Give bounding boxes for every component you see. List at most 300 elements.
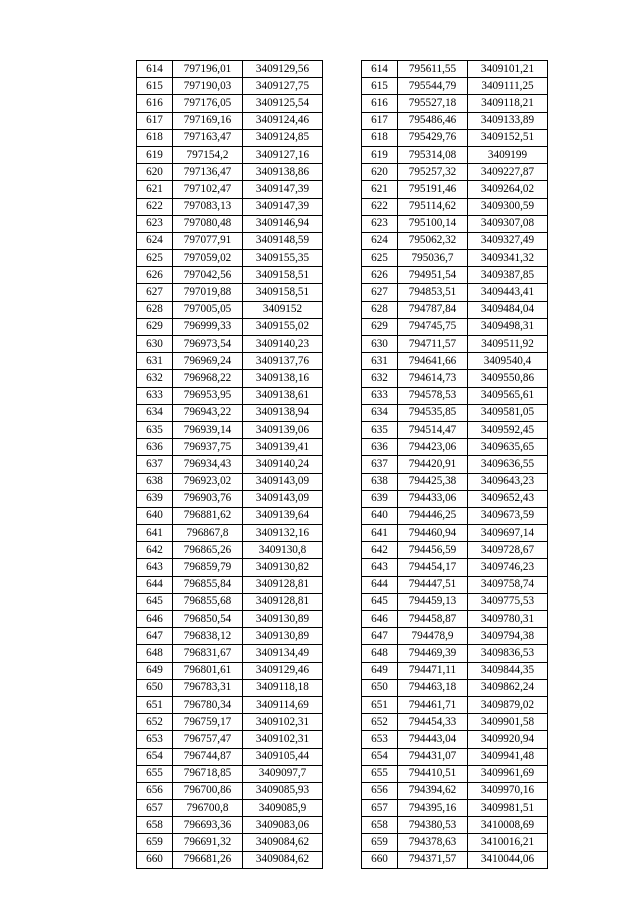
y-coordinate-cell: 3409780,31	[468, 611, 548, 628]
y-coordinate-cell: 3409130,82	[243, 559, 323, 576]
x-coordinate-cell: 797196,01	[173, 61, 243, 78]
table-row	[362, 748, 548, 765]
point-number-cell: 634	[137, 404, 173, 421]
point-number-cell: 646	[362, 611, 398, 628]
x-coordinate-cell: 796859,79	[173, 559, 243, 576]
point-number-cell: 623	[137, 215, 173, 232]
table-row	[137, 628, 323, 645]
x-coordinate-cell: 794578,53	[398, 387, 468, 404]
point-number-cell: 650	[137, 679, 173, 696]
x-coordinate-cell: 794514,47	[398, 421, 468, 438]
table-row	[137, 765, 323, 782]
coordinates-table-left	[136, 60, 323, 869]
table-row	[362, 696, 548, 713]
table-row	[137, 198, 323, 215]
point-number-cell: 637	[362, 456, 398, 473]
y-coordinate-cell: 3409084,62	[243, 851, 323, 868]
y-coordinate-cell: 3409844,35	[468, 662, 548, 679]
x-coordinate-cell: 796757,47	[173, 731, 243, 748]
x-coordinate-cell: 796937,75	[173, 439, 243, 456]
point-number-cell: 632	[137, 370, 173, 387]
point-number-cell: 622	[137, 198, 173, 215]
point-number-cell: 648	[137, 645, 173, 662]
point-number-cell: 628	[137, 301, 173, 318]
point-number-cell: 650	[362, 679, 398, 696]
point-number-cell: 624	[362, 232, 398, 249]
x-coordinate-cell: 794641,66	[398, 353, 468, 370]
point-number-cell: 652	[137, 714, 173, 731]
point-number-cell: 641	[362, 525, 398, 542]
point-number-cell: 629	[362, 318, 398, 335]
point-number-cell: 618	[137, 129, 173, 146]
point-number-cell: 657	[137, 800, 173, 817]
point-number-cell: 642	[362, 542, 398, 559]
y-coordinate-cell: 3409138,61	[243, 387, 323, 404]
x-coordinate-cell: 797042,56	[173, 267, 243, 284]
x-coordinate-cell: 794461,71	[398, 696, 468, 713]
y-coordinate-cell: 3409152,51	[468, 129, 548, 146]
x-coordinate-cell: 794443,04	[398, 731, 468, 748]
point-number-cell: 645	[362, 593, 398, 610]
point-number-cell: 655	[137, 765, 173, 782]
y-coordinate-cell: 3409498,31	[468, 318, 548, 335]
y-coordinate-cell: 3409152	[243, 301, 323, 318]
y-coordinate-cell: 3409130,8	[243, 542, 323, 559]
table-row	[362, 679, 548, 696]
x-coordinate-cell: 796923,02	[173, 473, 243, 490]
x-coordinate-cell: 794410,51	[398, 765, 468, 782]
point-number-cell: 621	[137, 181, 173, 198]
table-row	[137, 284, 323, 301]
point-number-cell: 648	[362, 645, 398, 662]
table-row	[362, 301, 548, 318]
y-coordinate-cell: 3409758,74	[468, 576, 548, 593]
y-coordinate-cell: 3409327,49	[468, 232, 548, 249]
table-row	[362, 370, 548, 387]
point-number-cell: 615	[362, 78, 398, 95]
table-row	[362, 473, 548, 490]
x-coordinate-cell: 797163,47	[173, 129, 243, 146]
point-number-cell: 618	[362, 129, 398, 146]
y-coordinate-cell: 3409264,02	[468, 181, 548, 198]
table-row	[137, 834, 323, 851]
y-coordinate-cell: 3410008,69	[468, 817, 548, 834]
point-number-cell: 658	[137, 817, 173, 834]
point-number-cell: 654	[137, 748, 173, 765]
y-coordinate-cell: 3409155,02	[243, 318, 323, 335]
table-row	[362, 834, 548, 851]
table-row	[362, 800, 548, 817]
y-coordinate-cell: 3409129,46	[243, 662, 323, 679]
x-coordinate-cell: 794614,73	[398, 370, 468, 387]
table-row	[137, 439, 323, 456]
x-coordinate-cell: 795544,79	[398, 78, 468, 95]
x-coordinate-cell: 794423,06	[398, 439, 468, 456]
point-number-cell: 626	[137, 267, 173, 284]
point-number-cell: 647	[137, 628, 173, 645]
x-coordinate-cell: 795100,14	[398, 215, 468, 232]
y-coordinate-cell: 3409105,44	[243, 748, 323, 765]
x-coordinate-cell: 797019,88	[173, 284, 243, 301]
table-row	[362, 232, 548, 249]
x-coordinate-cell: 795314,08	[398, 146, 468, 163]
x-coordinate-cell: 796700,8	[173, 800, 243, 817]
x-coordinate-cell: 794478,9	[398, 628, 468, 645]
y-coordinate-cell: 3409118,21	[468, 95, 548, 112]
y-coordinate-cell: 3409941,48	[468, 748, 548, 765]
point-number-cell: 658	[362, 817, 398, 834]
y-coordinate-cell: 3409085,93	[243, 782, 323, 799]
x-coordinate-cell: 796700,86	[173, 782, 243, 799]
y-coordinate-cell: 3409139,41	[243, 439, 323, 456]
x-coordinate-cell: 795486,46	[398, 112, 468, 129]
point-number-cell: 614	[137, 61, 173, 78]
y-coordinate-cell: 3409118,18	[243, 679, 323, 696]
table-row	[362, 731, 548, 748]
point-number-cell: 630	[137, 336, 173, 353]
y-coordinate-cell: 3409158,51	[243, 267, 323, 284]
table-row	[137, 95, 323, 112]
x-coordinate-cell: 794446,25	[398, 507, 468, 524]
table-row	[362, 318, 548, 335]
table-row	[362, 78, 548, 95]
y-coordinate-cell: 3409138,94	[243, 404, 323, 421]
y-coordinate-cell: 3409128,81	[243, 576, 323, 593]
y-coordinate-cell: 3409970,16	[468, 782, 548, 799]
y-coordinate-cell: 3409138,16	[243, 370, 323, 387]
point-number-cell: 619	[362, 146, 398, 163]
x-coordinate-cell: 797136,47	[173, 164, 243, 181]
point-number-cell: 645	[137, 593, 173, 610]
point-number-cell: 638	[362, 473, 398, 490]
table-row	[362, 439, 548, 456]
point-number-cell: 653	[137, 731, 173, 748]
x-coordinate-cell: 794380,53	[398, 817, 468, 834]
point-number-cell: 638	[137, 473, 173, 490]
point-number-cell: 651	[362, 696, 398, 713]
x-coordinate-cell: 796718,85	[173, 765, 243, 782]
y-coordinate-cell: 3409981,51	[468, 800, 548, 817]
point-number-cell: 646	[137, 611, 173, 628]
x-coordinate-cell: 794447,51	[398, 576, 468, 593]
x-coordinate-cell: 794431,07	[398, 748, 468, 765]
point-number-cell: 623	[362, 215, 398, 232]
x-coordinate-cell: 797080,48	[173, 215, 243, 232]
y-coordinate-cell: 3409728,67	[468, 542, 548, 559]
x-coordinate-cell: 796973,54	[173, 336, 243, 353]
table-row	[362, 353, 548, 370]
x-coordinate-cell: 795429,76	[398, 129, 468, 146]
y-coordinate-cell: 3409147,39	[243, 198, 323, 215]
table-row	[137, 645, 323, 662]
table-row	[137, 800, 323, 817]
x-coordinate-cell: 794460,94	[398, 525, 468, 542]
y-coordinate-cell: 3409125,54	[243, 95, 323, 112]
point-number-cell: 635	[137, 421, 173, 438]
table-row	[362, 336, 548, 353]
y-coordinate-cell: 3409137,76	[243, 353, 323, 370]
table-row	[137, 232, 323, 249]
point-number-cell: 636	[137, 439, 173, 456]
point-number-cell: 619	[137, 146, 173, 163]
y-coordinate-cell: 3409155,35	[243, 250, 323, 267]
y-coordinate-cell: 3409127,16	[243, 146, 323, 163]
y-coordinate-cell: 3409484,04	[468, 301, 548, 318]
table-row	[137, 679, 323, 696]
x-coordinate-cell: 794469,39	[398, 645, 468, 662]
point-number-cell: 643	[362, 559, 398, 576]
y-coordinate-cell: 3409775,53	[468, 593, 548, 610]
y-coordinate-cell: 3409124,46	[243, 112, 323, 129]
table-row	[137, 78, 323, 95]
point-number-cell: 656	[137, 782, 173, 799]
table-row	[137, 696, 323, 713]
x-coordinate-cell: 796953,95	[173, 387, 243, 404]
y-coordinate-cell: 3409138,86	[243, 164, 323, 181]
y-coordinate-cell: 3409341,32	[468, 250, 548, 267]
table-row	[137, 611, 323, 628]
table-row	[137, 593, 323, 610]
x-coordinate-cell: 797005,05	[173, 301, 243, 318]
x-coordinate-cell: 796855,68	[173, 593, 243, 610]
table-row	[137, 490, 323, 507]
table-row	[362, 542, 548, 559]
x-coordinate-cell: 797154,2	[173, 146, 243, 163]
point-number-cell: 632	[362, 370, 398, 387]
y-coordinate-cell: 3409636,55	[468, 456, 548, 473]
table-row	[137, 146, 323, 163]
y-coordinate-cell: 3409592,45	[468, 421, 548, 438]
y-coordinate-cell: 3409652,43	[468, 490, 548, 507]
y-coordinate-cell: 3409540,4	[468, 353, 548, 370]
point-number-cell: 614	[362, 61, 398, 78]
x-coordinate-cell: 797077,91	[173, 232, 243, 249]
point-number-cell: 621	[362, 181, 398, 198]
table-row	[362, 593, 548, 610]
table-row	[362, 284, 548, 301]
point-number-cell: 626	[362, 267, 398, 284]
point-number-cell: 631	[137, 353, 173, 370]
y-coordinate-cell: 3409635,65	[468, 439, 548, 456]
x-coordinate-cell: 797176,05	[173, 95, 243, 112]
x-coordinate-cell: 796855,84	[173, 576, 243, 593]
y-coordinate-cell: 3409101,21	[468, 61, 548, 78]
table-row	[137, 61, 323, 78]
x-coordinate-cell: 796831,67	[173, 645, 243, 662]
x-coordinate-cell: 796943,22	[173, 404, 243, 421]
point-number-cell: 660	[137, 851, 173, 868]
table-row	[362, 250, 548, 267]
y-coordinate-cell: 3409083,06	[243, 817, 323, 834]
table-row	[362, 181, 548, 198]
y-coordinate-cell: 3409300,59	[468, 198, 548, 215]
x-coordinate-cell: 797102,47	[173, 181, 243, 198]
x-coordinate-cell: 795114,62	[398, 198, 468, 215]
table-row	[362, 765, 548, 782]
point-number-cell: 616	[362, 95, 398, 112]
x-coordinate-cell: 794394,62	[398, 782, 468, 799]
y-coordinate-cell: 3409143,09	[243, 490, 323, 507]
y-coordinate-cell: 3409128,81	[243, 593, 323, 610]
y-coordinate-cell: 3409227,87	[468, 164, 548, 181]
table-row	[362, 507, 548, 524]
x-coordinate-cell: 795257,32	[398, 164, 468, 181]
x-coordinate-cell: 795036,7	[398, 250, 468, 267]
point-number-cell: 617	[362, 112, 398, 129]
point-number-cell: 616	[137, 95, 173, 112]
point-number-cell: 627	[362, 284, 398, 301]
y-coordinate-cell: 3409387,85	[468, 267, 548, 284]
table-row	[362, 164, 548, 181]
x-coordinate-cell: 794395,16	[398, 800, 468, 817]
point-number-cell: 641	[137, 525, 173, 542]
point-number-cell: 631	[362, 353, 398, 370]
table-row	[362, 387, 548, 404]
y-coordinate-cell: 3409085,9	[243, 800, 323, 817]
x-coordinate-cell: 794787,84	[398, 301, 468, 318]
x-coordinate-cell: 796865,26	[173, 542, 243, 559]
y-coordinate-cell: 3409511,92	[468, 336, 548, 353]
point-number-cell: 628	[362, 301, 398, 318]
x-coordinate-cell: 794471,11	[398, 662, 468, 679]
x-coordinate-cell: 796939,14	[173, 421, 243, 438]
y-coordinate-cell: 3409133,89	[468, 112, 548, 129]
x-coordinate-cell: 794433,06	[398, 490, 468, 507]
x-coordinate-cell: 795191,46	[398, 181, 468, 198]
y-coordinate-cell: 3409148,59	[243, 232, 323, 249]
x-coordinate-cell: 794458,87	[398, 611, 468, 628]
table-row	[362, 112, 548, 129]
x-coordinate-cell: 794535,85	[398, 404, 468, 421]
point-number-cell: 653	[362, 731, 398, 748]
table-row	[137, 301, 323, 318]
y-coordinate-cell: 3409124,85	[243, 129, 323, 146]
table-row	[137, 164, 323, 181]
y-coordinate-cell: 3409114,69	[243, 696, 323, 713]
x-coordinate-cell: 797190,03	[173, 78, 243, 95]
table-row	[137, 576, 323, 593]
x-coordinate-cell: 797083,13	[173, 198, 243, 215]
point-number-cell: 644	[362, 576, 398, 593]
x-coordinate-cell: 796691,32	[173, 834, 243, 851]
x-coordinate-cell: 794951,54	[398, 267, 468, 284]
x-coordinate-cell: 794378,63	[398, 834, 468, 851]
table-row	[137, 353, 323, 370]
table-row	[137, 714, 323, 731]
x-coordinate-cell: 794711,57	[398, 336, 468, 353]
x-coordinate-cell: 796801,61	[173, 662, 243, 679]
x-coordinate-cell: 796968,22	[173, 370, 243, 387]
table-row	[362, 61, 548, 78]
point-number-cell: 625	[362, 250, 398, 267]
table-body	[137, 61, 323, 869]
y-coordinate-cell: 3409199	[468, 146, 548, 163]
x-coordinate-cell: 796867,8	[173, 525, 243, 542]
point-number-cell: 640	[362, 507, 398, 524]
table-row	[137, 215, 323, 232]
x-coordinate-cell: 794456,59	[398, 542, 468, 559]
point-number-cell: 630	[362, 336, 398, 353]
y-coordinate-cell: 3409836,53	[468, 645, 548, 662]
table-row	[137, 731, 323, 748]
y-coordinate-cell: 3409920,94	[468, 731, 548, 748]
y-coordinate-cell: 3409102,31	[243, 714, 323, 731]
point-number-cell: 625	[137, 250, 173, 267]
point-number-cell: 657	[362, 800, 398, 817]
x-coordinate-cell: 796780,34	[173, 696, 243, 713]
y-coordinate-cell: 3409140,23	[243, 336, 323, 353]
table-row	[362, 146, 548, 163]
point-number-cell: 652	[362, 714, 398, 731]
table-row	[137, 525, 323, 542]
table-row	[362, 662, 548, 679]
table-row	[362, 782, 548, 799]
coordinates-table-right	[361, 60, 548, 869]
x-coordinate-cell: 795062,32	[398, 232, 468, 249]
x-coordinate-cell: 794853,51	[398, 284, 468, 301]
point-number-cell: 633	[362, 387, 398, 404]
y-coordinate-cell: 3409307,08	[468, 215, 548, 232]
table-row	[137, 250, 323, 267]
x-coordinate-cell: 796681,26	[173, 851, 243, 868]
y-coordinate-cell: 3409140,24	[243, 456, 323, 473]
point-number-cell: 629	[137, 318, 173, 335]
y-coordinate-cell: 3409129,56	[243, 61, 323, 78]
y-coordinate-cell: 3409139,64	[243, 507, 323, 524]
x-coordinate-cell: 794371,57	[398, 851, 468, 868]
table-row	[137, 473, 323, 490]
point-number-cell: 620	[137, 164, 173, 181]
table-row	[362, 525, 548, 542]
table-row	[137, 387, 323, 404]
table-row	[362, 404, 548, 421]
x-coordinate-cell: 796783,31	[173, 679, 243, 696]
x-coordinate-cell: 795527,18	[398, 95, 468, 112]
x-coordinate-cell: 796759,17	[173, 714, 243, 731]
table-row	[362, 628, 548, 645]
point-number-cell: 639	[362, 490, 398, 507]
x-coordinate-cell: 796903,76	[173, 490, 243, 507]
table-row	[362, 576, 548, 593]
y-coordinate-cell: 3409794,38	[468, 628, 548, 645]
y-coordinate-cell: 3409643,23	[468, 473, 548, 490]
table-row	[362, 421, 548, 438]
point-number-cell: 659	[362, 834, 398, 851]
point-number-cell: 655	[362, 765, 398, 782]
table-row	[137, 318, 323, 335]
table-body	[362, 61, 548, 869]
x-coordinate-cell: 796934,43	[173, 456, 243, 473]
y-coordinate-cell: 3409746,23	[468, 559, 548, 576]
table-row	[137, 748, 323, 765]
x-coordinate-cell: 796744,87	[173, 748, 243, 765]
table-row	[362, 817, 548, 834]
table-row	[137, 542, 323, 559]
y-coordinate-cell: 3409581,05	[468, 404, 548, 421]
table-row	[137, 782, 323, 799]
x-coordinate-cell: 794463,18	[398, 679, 468, 696]
table-row	[137, 267, 323, 284]
table-row	[137, 112, 323, 129]
point-number-cell: 639	[137, 490, 173, 507]
y-coordinate-cell: 3409102,31	[243, 731, 323, 748]
x-coordinate-cell: 794454,17	[398, 559, 468, 576]
table-row	[362, 215, 548, 232]
y-coordinate-cell: 3409130,89	[243, 628, 323, 645]
x-coordinate-cell: 794420,91	[398, 456, 468, 473]
table-row	[362, 851, 548, 868]
y-coordinate-cell: 3409879,02	[468, 696, 548, 713]
